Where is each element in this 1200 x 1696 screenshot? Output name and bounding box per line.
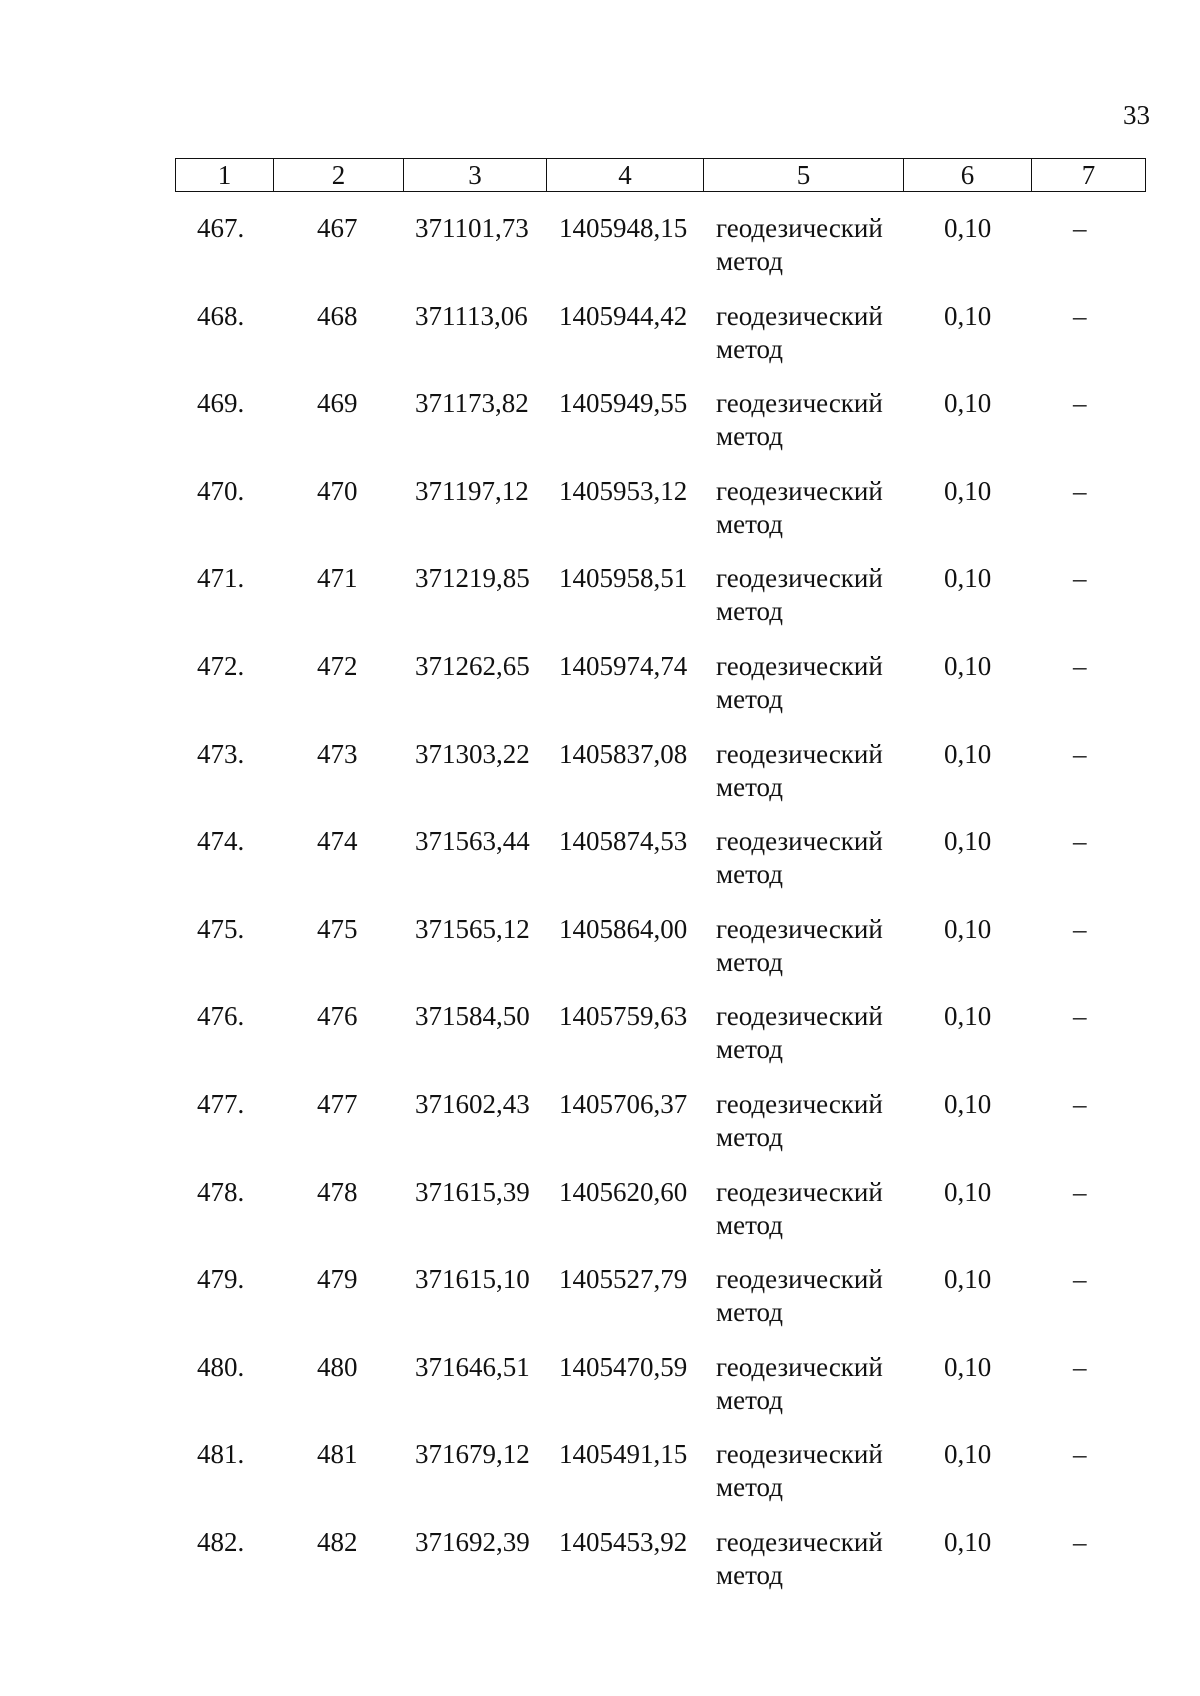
header-col-7: 7 — [1032, 159, 1146, 192]
method-text: геодезический метод — [716, 913, 883, 977]
row-number: 482. — [197, 1526, 245, 1557]
table-row — [175, 1263, 1145, 1351]
coordinate-y: 1405837,08 — [559, 738, 688, 769]
accuracy-value: 0,10 — [944, 1264, 992, 1295]
note-dash: – — [1073, 826, 1087, 857]
coordinate-x: 371602,43 — [415, 1088, 530, 1119]
coordinate-x: 371692,39 — [415, 1526, 530, 1557]
point-id: 482 — [317, 1526, 358, 1557]
coordinate-y: 1405527,79 — [559, 1264, 688, 1295]
coordinate-x: 371679,12 — [415, 1439, 530, 1470]
row-number: 477. — [197, 1088, 245, 1119]
accuracy-value: 0,10 — [944, 563, 992, 594]
table-row — [175, 1351, 1145, 1439]
note-dash: – — [1073, 1088, 1087, 1119]
table-row — [175, 825, 1145, 913]
table-row — [175, 1000, 1145, 1088]
method-text: геодезический метод — [716, 1439, 883, 1503]
coordinate-y: 1405949,55 — [559, 388, 688, 419]
accuracy-value: 0,10 — [944, 1351, 992, 1382]
coordinate-x: 371584,50 — [415, 1001, 530, 1032]
method-text: геодезический метод — [716, 300, 883, 364]
coordinate-y: 1405864,00 — [559, 913, 688, 944]
row-number: 468. — [197, 300, 245, 331]
accuracy-value: 0,10 — [944, 300, 992, 331]
method-text: геодезический метод — [716, 1176, 883, 1240]
coordinate-x: 371197,12 — [415, 475, 529, 506]
row-number: 471. — [197, 563, 245, 594]
method-text: геодезический метод — [716, 213, 883, 276]
coordinate-x: 371615,39 — [415, 1176, 530, 1207]
coordinate-x: 371646,51 — [415, 1351, 530, 1382]
coordinate-y: 1405759,63 — [559, 1001, 688, 1032]
point-id: 480 — [317, 1351, 358, 1382]
accuracy-value: 0,10 — [944, 738, 992, 769]
method-text: геодезический метод — [716, 738, 883, 802]
row-number: 481. — [197, 1439, 245, 1470]
row-number: 470. — [197, 475, 245, 506]
note-dash: – — [1073, 1439, 1087, 1470]
point-id: 474 — [317, 826, 358, 857]
accuracy-value: 0,10 — [944, 826, 992, 857]
method-text: геодезический метод — [716, 388, 883, 452]
coordinate-x: 371565,12 — [415, 913, 530, 944]
coordinate-y: 1405453,92 — [559, 1526, 688, 1557]
coordinate-x: 371303,22 — [415, 738, 530, 769]
table-row — [175, 475, 1145, 563]
note-dash: – — [1073, 650, 1087, 681]
coordinate-y: 1405491,15 — [559, 1439, 688, 1470]
point-id: 481 — [317, 1439, 358, 1470]
coordinate-x: 371101,73 — [415, 213, 529, 243]
accuracy-value: 0,10 — [944, 388, 992, 419]
header-col-3: 3 — [404, 159, 547, 192]
note-dash: – — [1073, 1526, 1087, 1557]
note-dash: – — [1073, 300, 1087, 331]
point-id: 471 — [317, 563, 358, 594]
table-row — [175, 738, 1145, 826]
row-number: 467. — [197, 213, 245, 243]
note-dash: – — [1073, 1264, 1087, 1295]
accuracy-value: 0,10 — [944, 1088, 992, 1119]
table-row — [175, 1088, 1145, 1176]
method-text: геодезический метод — [716, 650, 883, 714]
table-row — [175, 1176, 1145, 1264]
accuracy-value: 0,10 — [944, 1439, 992, 1470]
header-col-1: 1 — [176, 159, 274, 192]
coordinate-x: 371219,85 — [415, 563, 530, 594]
point-id: 478 — [317, 1176, 358, 1207]
coordinate-y: 1405948,15 — [559, 213, 688, 243]
method-text: геодезический метод — [716, 475, 883, 539]
note-dash: – — [1073, 475, 1087, 506]
note-dash: – — [1073, 1176, 1087, 1207]
coordinate-x: 371173,82 — [415, 388, 529, 419]
accuracy-value: 0,10 — [944, 1176, 992, 1207]
row-number: 472. — [197, 650, 245, 681]
point-id: 468 — [317, 300, 358, 331]
note-dash: – — [1073, 913, 1087, 944]
column-number-header — [175, 158, 1146, 192]
note-dash: – — [1073, 563, 1087, 594]
coordinate-y: 1405953,12 — [559, 475, 688, 506]
point-id: 467 — [317, 213, 358, 243]
coordinate-y: 1405470,59 — [559, 1351, 688, 1382]
table-row — [175, 913, 1145, 1001]
method-text: геодезический метод — [716, 826, 883, 890]
point-id: 470 — [317, 475, 358, 506]
coordinate-y: 1405958,51 — [559, 563, 688, 594]
table-row — [175, 562, 1145, 650]
header-col-4: 4 — [547, 159, 704, 192]
coordinate-x: 371113,06 — [415, 300, 528, 331]
method-text: геодезический метод — [716, 1526, 883, 1590]
method-text: геодезический метод — [716, 1351, 883, 1415]
coordinate-table-body — [175, 212, 1145, 1614]
row-number: 469. — [197, 388, 245, 419]
table-row — [175, 650, 1145, 738]
coordinate-y: 1405620,60 — [559, 1176, 688, 1207]
header-col-2: 2 — [274, 159, 404, 192]
header-col-6: 6 — [904, 159, 1032, 192]
page-number: 33 — [1123, 100, 1150, 130]
point-id: 476 — [317, 1001, 358, 1032]
header-col-5: 5 — [704, 159, 904, 192]
table-row — [175, 387, 1145, 475]
accuracy-value: 0,10 — [944, 213, 992, 243]
row-number: 473. — [197, 738, 245, 769]
row-number: 480. — [197, 1351, 245, 1382]
coordinate-x: 371615,10 — [415, 1264, 530, 1295]
table-row — [175, 1438, 1145, 1526]
table-row — [175, 212, 1145, 300]
point-id: 469 — [317, 388, 358, 419]
accuracy-value: 0,10 — [944, 913, 992, 944]
note-dash: – — [1073, 388, 1087, 419]
point-id: 477 — [317, 1088, 358, 1119]
method-text: геодезический метод — [716, 1264, 883, 1328]
coordinate-y: 1405874,53 — [559, 826, 688, 857]
row-number: 479. — [197, 1264, 245, 1295]
note-dash: – — [1073, 213, 1087, 243]
method-text: геодезический метод — [716, 563, 883, 627]
row-number: 476. — [197, 1001, 245, 1032]
coordinate-x: 371262,65 — [415, 650, 530, 681]
row-number: 474. — [197, 826, 245, 857]
accuracy-value: 0,10 — [944, 650, 992, 681]
accuracy-value: 0,10 — [944, 475, 992, 506]
note-dash: – — [1073, 1351, 1087, 1382]
table-row — [175, 1526, 1145, 1614]
table-row — [175, 300, 1145, 388]
note-dash: – — [1073, 1001, 1087, 1032]
row-number: 478. — [197, 1176, 245, 1207]
accuracy-value: 0,10 — [944, 1001, 992, 1032]
method-text: геодезический метод — [716, 1088, 883, 1152]
point-id: 479 — [317, 1264, 358, 1295]
point-id: 473 — [317, 738, 358, 769]
coordinate-x: 371563,44 — [415, 826, 530, 857]
point-id: 472 — [317, 650, 358, 681]
accuracy-value: 0,10 — [944, 1526, 992, 1557]
note-dash: – — [1073, 738, 1087, 769]
row-number: 475. — [197, 913, 245, 944]
coordinate-y: 1405944,42 — [559, 300, 688, 331]
point-id: 475 — [317, 913, 358, 944]
coordinate-y: 1405706,37 — [559, 1088, 688, 1119]
coordinate-y: 1405974,74 — [559, 650, 688, 681]
method-text: геодезический метод — [716, 1001, 883, 1065]
